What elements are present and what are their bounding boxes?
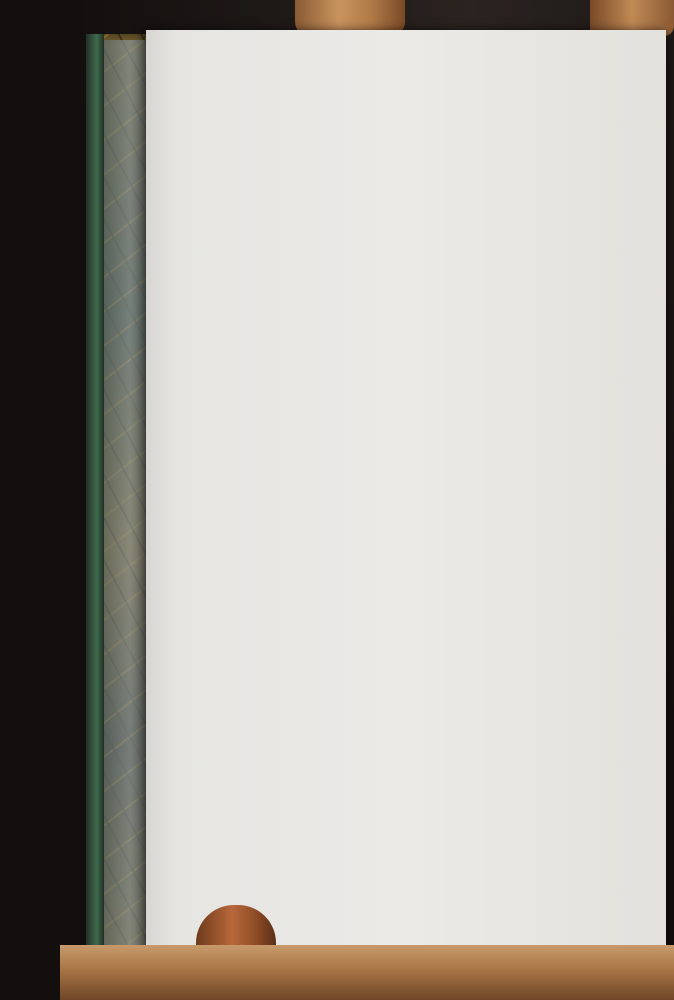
cover-spine-edge xyxy=(86,34,104,974)
book-page xyxy=(146,30,666,960)
wooden-stand-base xyxy=(60,945,674,1000)
